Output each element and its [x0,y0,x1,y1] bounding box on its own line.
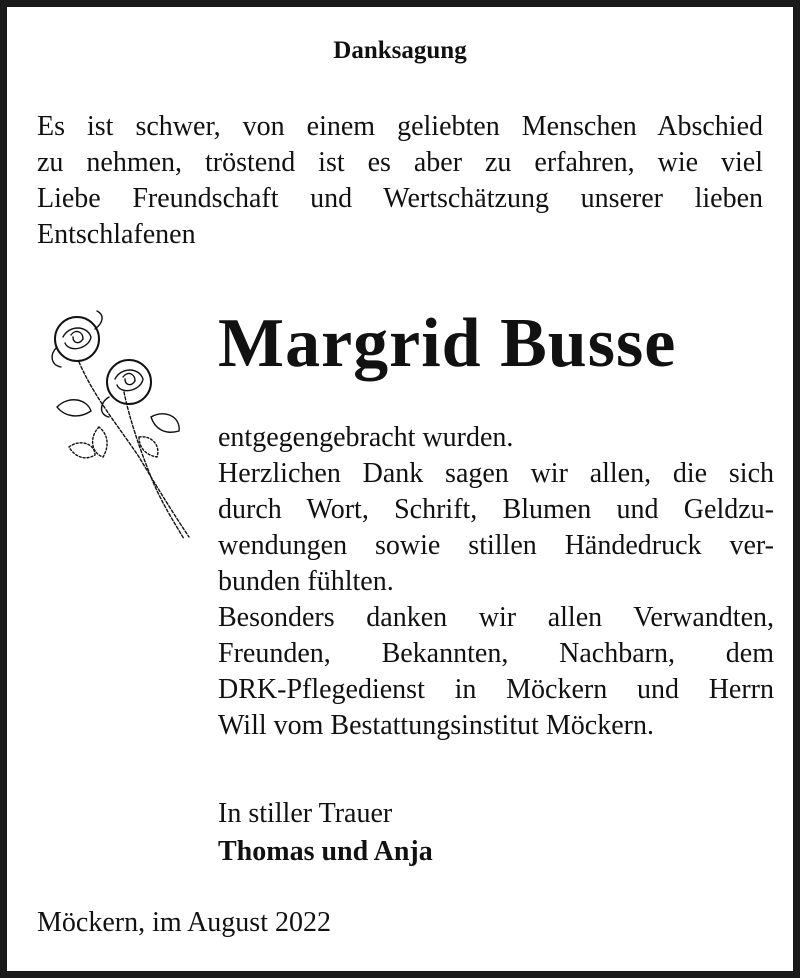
intro-paragraph [37,109,763,253]
body-line: bunden fühlten. [218,566,394,597]
intro-line: Liebe Freundschaft und Wertschätzung unserer lieben [37,183,763,214]
deceased-name: Margrid Busse [218,305,677,382]
body-line: Freunden, Bekannten, Nachbarn, dem [218,638,774,669]
intro-line: Es ist schwer, von einem geliebten Menschen Abschied [37,111,763,142]
gratitude-text [218,420,774,744]
place-date: Möckern, im August 2022 [37,907,331,938]
intro-line: zu nehmen, tröstend ist es aber zu erfahren, wie viel [37,147,763,178]
body-line: Herzlichen Dank sagen wir allen, die sich [218,458,774,489]
roses-illustration-icon [39,307,199,547]
body-line: Besonders danken wir allen Verwandten, [218,602,774,633]
body-line: wendungen sowie stillen Händedruck ver- [218,530,774,561]
body-line: Will vom Bestattungsinstitut Möckern. [218,710,654,741]
mourning-block [218,795,433,871]
body-line: entgegengebracht wurden. [218,422,514,453]
intro-line: Entschlafenen [37,219,196,250]
heading: Danksagung [333,37,467,64]
body-line: durch Wort, Schrift, Blumen und Geldzu- [218,494,774,525]
body-line: DRK-Pflegedienst in Möckern und Herrn [218,674,774,705]
signers: Thomas und Anja [218,836,433,867]
mourning-line: In stiller Trauer [218,798,393,829]
